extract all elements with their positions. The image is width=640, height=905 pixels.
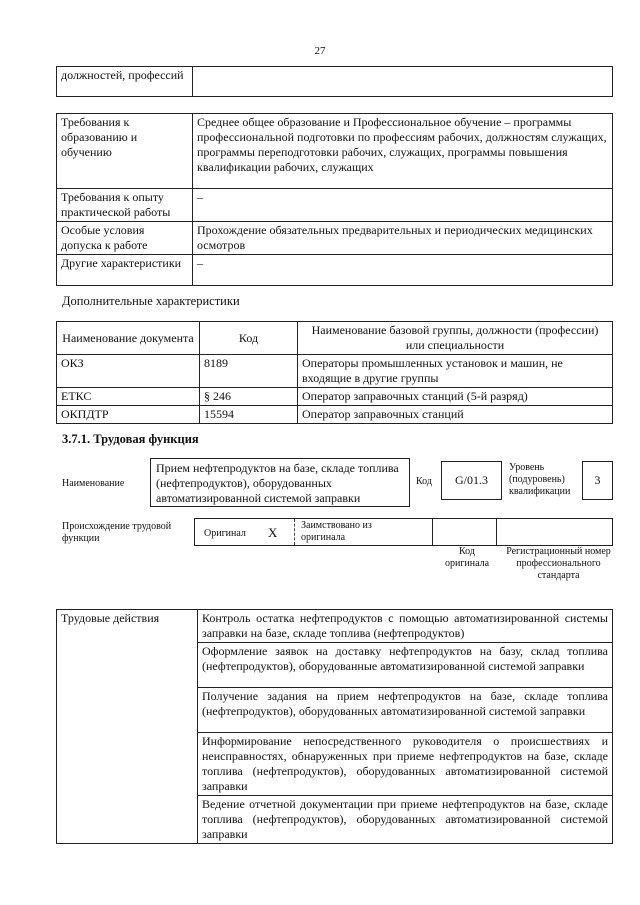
reg-number-caption: Регистрационный номер профессионального стандарта <box>506 546 611 581</box>
origin-divider <box>496 519 497 545</box>
header-document: Наименование документа <box>57 322 200 355</box>
req-education-label: Требования к образованию и обучению <box>57 114 193 189</box>
origin-box <box>194 518 613 546</box>
function-level-value: 3 <box>582 461 613 500</box>
header-group: Наименование базовой группы, должности (профессии) или специальности <box>298 322 613 355</box>
action-item: Контроль остатка нефтепродуктов с помощью автоматизированной системы заправки на базе, складе топлива (нефтепродуктов) <box>198 610 613 643</box>
function-code-value: G/01.3 <box>441 461 502 500</box>
action-item: Оформление заявок на доставку нефтепродуктов на базу, склад топлива (нефтепродуктов), оборудованные автоматизированной системой заправки <box>198 643 613 688</box>
table-row-cell: Операторы промышленных установок и машин, не входящие в другие группы <box>298 355 613 388</box>
req-education-value: Среднее общее образование и Профессиональное обучение – программы профессиональной подготовки по профессиям рабочих, должностям служащих, программы переподготовки рабочих, служащих, программы повышения квалификации рабочих, служащих <box>193 114 613 189</box>
code-original-caption: Код оригинала <box>444 546 490 569</box>
origin-divider <box>432 519 433 545</box>
additional-table <box>56 321 613 424</box>
function-section-title: 3.7.1. Трудовая функция <box>62 432 199 446</box>
table-row-cell: 8189 <box>200 355 298 388</box>
table-row-cell: ОКПДТР <box>57 406 200 424</box>
action-item: Информирование непосредственного руководителя о происшествиях и неисправностях, обнаруженных при приеме нефтепродуктов на базе, складе топлива (нефтепродуктов), оборудованных автоматизированной системой заправки <box>198 733 613 796</box>
action-item: Получение задания на прием нефтепродуктов на базе, складе топлива (нефтепродуктов), оборудованных автоматизированной системой заправки <box>198 688 613 733</box>
page-number: 27 <box>314 45 326 57</box>
requirements-table <box>56 113 613 286</box>
req-other-label: Другие характеристики <box>57 255 193 286</box>
top-row-table <box>56 66 613 97</box>
table-row-cell: § 246 <box>200 388 298 406</box>
table-row-cell: Оператор заправочных станций (5-й разряд) <box>298 388 613 406</box>
actions-table <box>56 609 613 844</box>
borrowed-label: Заимствовано из оригинала <box>301 520 372 543</box>
table-row-cell: ЕТКС <box>57 388 200 406</box>
req-admission-value: Прохождение обязательных предварительных и периодических медицинских осмотров <box>193 222 613 255</box>
original-label: Оригинал <box>204 528 246 539</box>
top-row-value <box>193 67 613 97</box>
function-name-label: Наименование <box>62 478 125 489</box>
additional-characteristics-title: Дополнительные характеристики <box>62 294 240 308</box>
action-item: Ведение отчетной документации при приеме нефтепродуктов на базе, складе топлива (нефтепродуктов), оборудованных автоматизированной системой заправки <box>198 796 613 844</box>
header-code: Код <box>200 322 298 355</box>
req-admission-label: Особые условия допуска к работе <box>57 222 193 255</box>
table-row-cell: 15594 <box>200 406 298 424</box>
top-row-label: должностей, профессий <box>57 67 193 97</box>
origin-label: Происхождение трудовой функции <box>62 521 172 544</box>
function-code-label: Код <box>416 476 432 487</box>
original-mark: X <box>268 525 278 540</box>
actions-label: Трудовые действия <box>57 610 198 844</box>
function-name-value: Прием нефтепродуктов на базе, складе топлива (нефтепродуктов), оборудованных автоматизированной системой заправки <box>150 458 410 507</box>
req-experience-label: Требования к опыту практической работы <box>57 189 193 222</box>
req-other-value: – <box>193 255 613 286</box>
origin-divider <box>294 519 296 545</box>
table-row-cell: ОКЗ <box>57 355 200 388</box>
function-level-label: Уровень (подуровень) квалификации <box>509 462 571 497</box>
table-row-cell: Оператор заправочных станций <box>298 406 613 424</box>
req-experience-value: – <box>193 189 613 222</box>
